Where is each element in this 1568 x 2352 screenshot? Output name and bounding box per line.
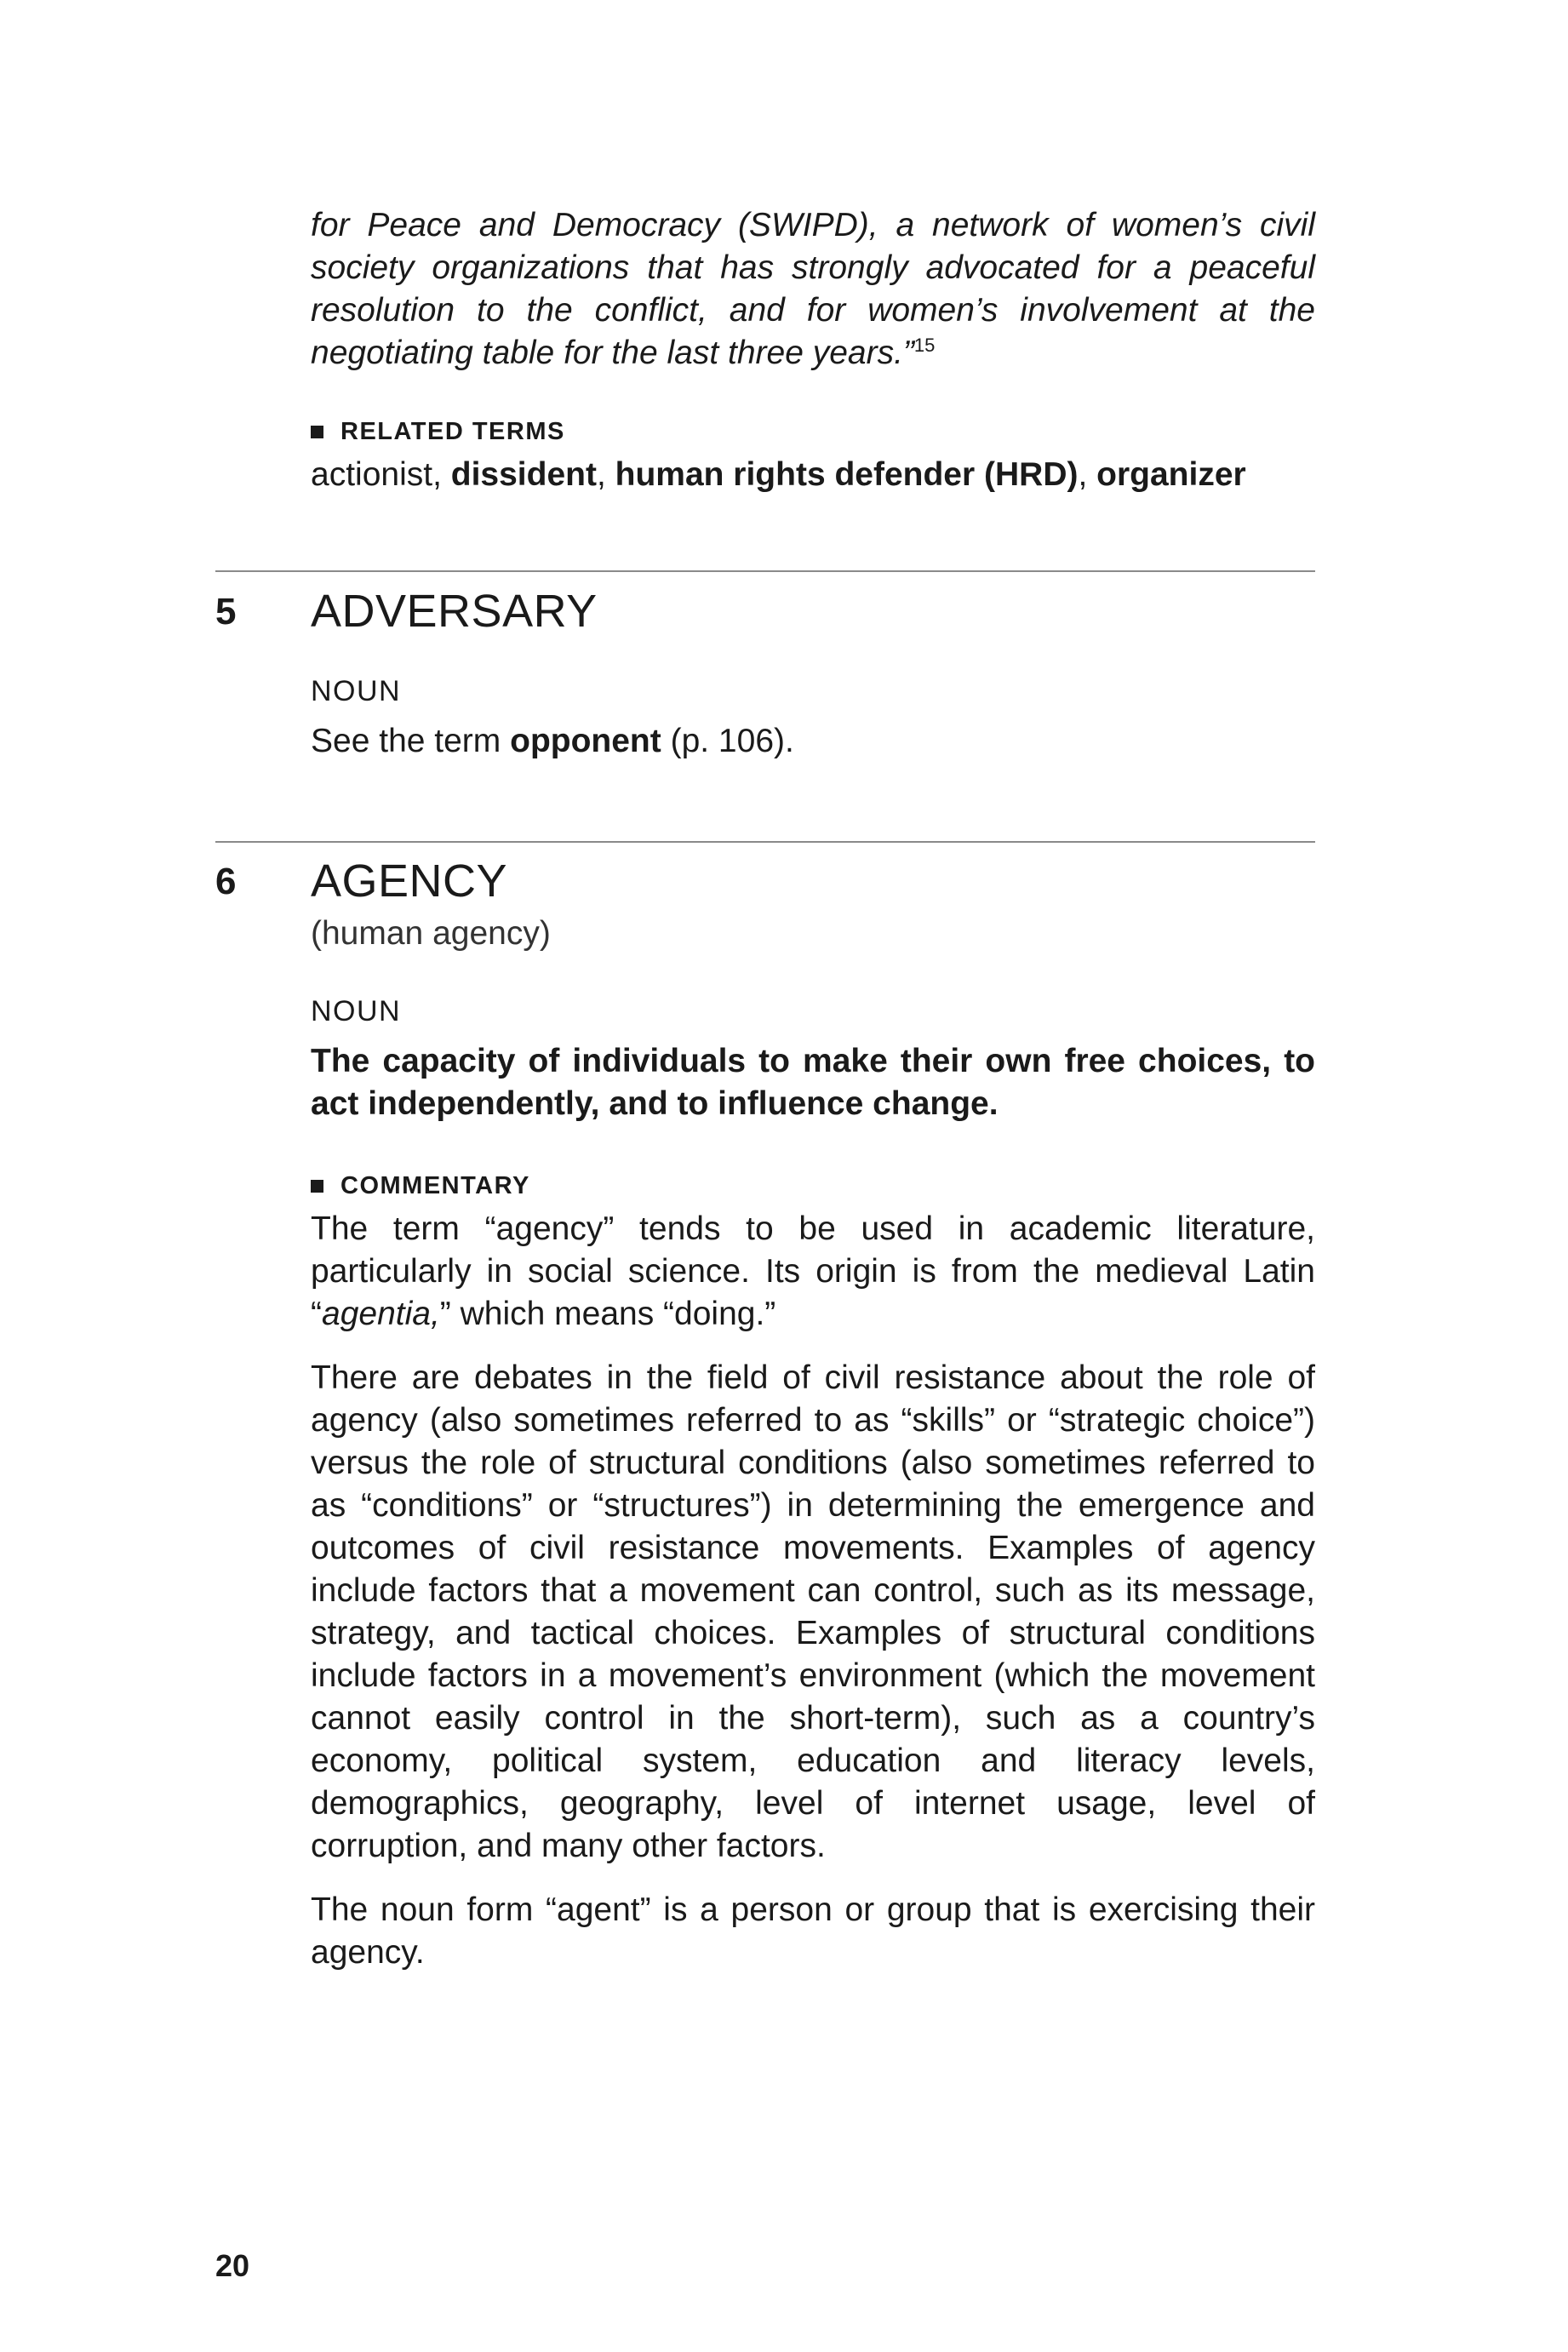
see-suffix: (p. 106). [661,723,794,759]
quote-text: for Peace and Democracy (SWIPD), a network of women’s civil society organizations that has strongly advocated for a peaceful resolution to the conflict, and for women’s involvement at the negotiating table for the last three years.” [311,207,1315,371]
related-term-hrd[interactable]: human rights defender (HRD) [615,456,1079,493]
commentary-label [311,1169,1315,1203]
commentary-italic-term: agentia, [322,1296,440,1332]
entry-title: AGENCY [311,856,508,907]
related-terms-label [311,415,1315,449]
entry-number: 5 [215,591,237,632]
commentary-text: ” which means “doing.” [439,1296,776,1332]
entry-title: ADVERSARY [311,586,598,637]
commentary-paragraph: The noun form “agent” is a person or group that is exercising their agency. [311,1891,1315,1971]
section-divider [215,570,1315,572]
see-also-reference [311,720,1315,763]
commentary-text: The term “agency” tends to be used in academic literature, particularly in social science. Its origin is from the medieval Latin “ [311,1210,1315,1332]
related-term-separator: , [1078,456,1097,493]
entry-number: 6 [215,861,237,902]
entry-subtitle: (human agency) [311,915,551,952]
related-terms-list [311,454,1315,496]
part-of-speech: NOUN [311,675,402,707]
square-bullet-icon [311,426,323,438]
see-prefix: See the term [311,723,511,759]
definition: The capacity of individuals to make their own free choices, to act independently, and to influence change. [311,1043,1315,1122]
see-term-opponent[interactable]: opponent [510,723,661,759]
related-term-plain: actionist, [311,456,451,493]
related-term-organizer[interactable]: organizer [1096,456,1246,493]
related-term-dissident[interactable]: dissident [450,456,597,493]
commentary-paragraph [311,1208,1315,1336]
related-term-separator: , [596,456,615,493]
section-divider [215,841,1315,843]
related-terms-heading: RELATED TERMS [340,418,565,445]
page-number: 20 [215,2248,250,2283]
commentary-heading: COMMENTARY [340,1172,530,1199]
part-of-speech: NOUN [311,995,402,1027]
commentary-paragraph: There are debates in the field of civil resistance about the role of agency (also sometimes referred to as “skills” or “strategic choice”) versus the role of structural conditions (also sometimes referred to as “conditions” or “structures”) in determining the emergence and outcomes of civil resistance movements. Examples of agency include factors that a movement can control, such as its message, strategy, and tactical choices. Examples of structural conditions include factors in a movement’s environment (which the movement cannot easily control in the short-term), such as a country’s economy, political system, education and literacy levels, demographics, geography, level of internet usage, level of corruption, and many other factors. [311,1359,1315,1864]
quote-continuation [311,204,1315,375]
square-bullet-icon [311,1180,323,1193]
footnote-reference[interactable]: 15 [913,335,936,356]
